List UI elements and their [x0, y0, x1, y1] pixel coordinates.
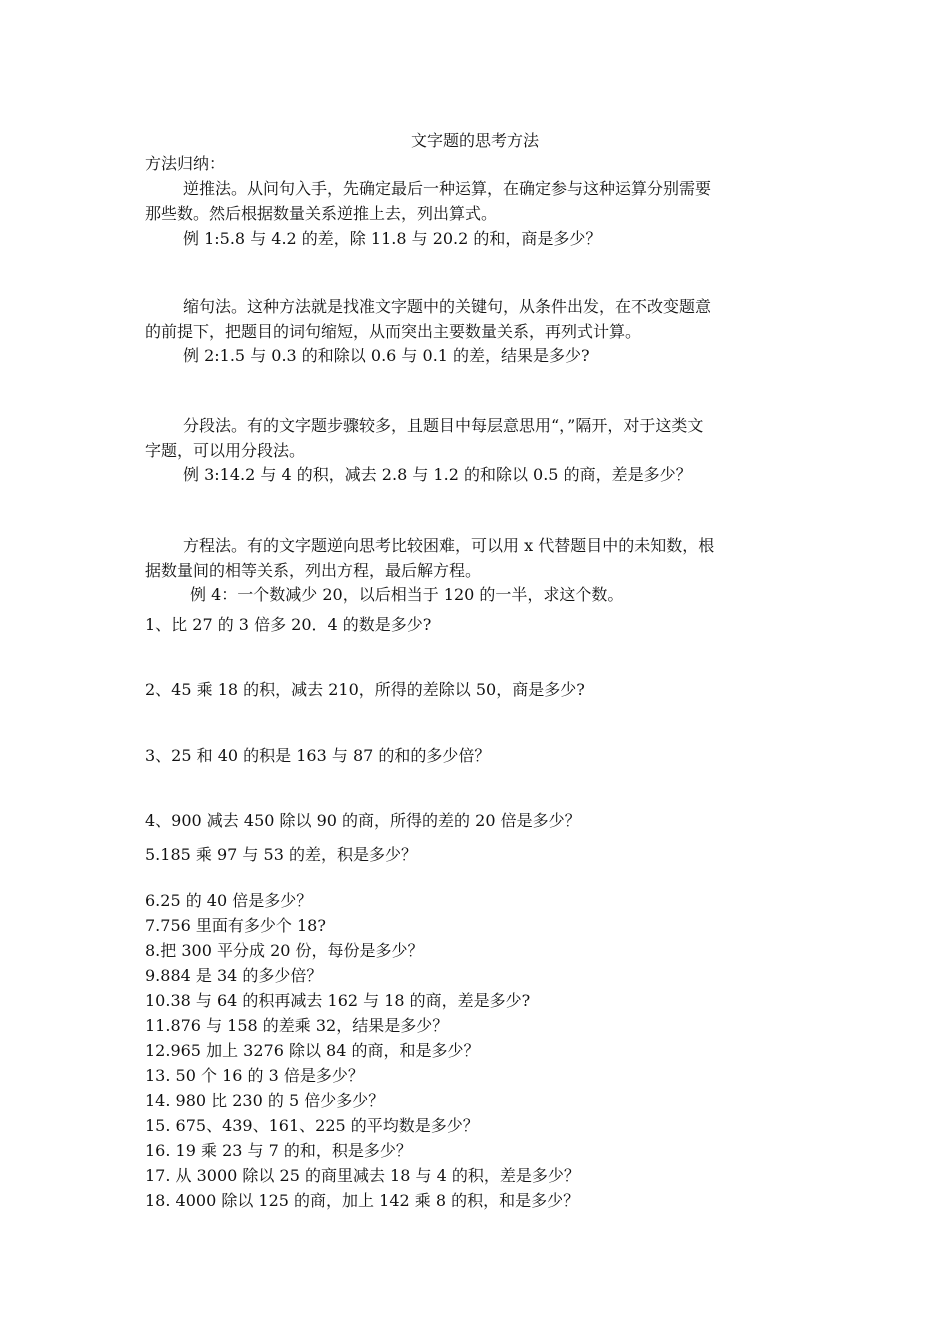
exercise-item: 16. 19 乘 23 与 7 的和，积是多少？ [145, 1141, 412, 1160]
method-text-line: 据数量间的相等关系，列出方程，最后解方程。 [145, 561, 482, 580]
intro-heading: 方法归纳： [145, 154, 226, 173]
method-text-line: 方程法。有的文字题逆向思考比较困难，可以用 x 代替题目中的未知数，根 [183, 536, 715, 555]
exercise-item: 7.756 里面有多少个 18? [145, 916, 326, 935]
method-example: 例 3:14.2 与 4 的积，减去 2.8 与 1.2 的和除以 0.5 的商，差是多少？ [183, 465, 692, 484]
method-text-line: 逆推法。从问句入手，先确定最后一种运算，在确定参与这种运算分别需要 [183, 179, 712, 198]
method-example: 例 4：一个数减少 20，以后相当于 120 的一半，求这个数。 [190, 585, 624, 604]
method-example: 例 2:1.5 与 0.3 的和除以 0.6 与 0.1 的差，结果是多少? [183, 346, 590, 365]
exercise-item: 2、45 乘 18 的积，减去 210，所得的差除以 50，商是多少? [145, 680, 585, 699]
exercise-item: 6.25 的 40 倍是多少？ [145, 891, 313, 910]
document-title: 文字题的思考方法 [410, 131, 539, 150]
exercise-item: 14. 980 比 230 的 5 倍少多少？ [145, 1091, 385, 1110]
exercise-item: 10.38 与 64 的积再减去 162 与 18 的商，差是多少? [145, 991, 531, 1010]
exercise-item: 17. 从 3000 除以 25 的商里减去 18 与 4 的积，差是多少？ [145, 1166, 580, 1185]
exercise-item: 9.884 是 34 的多少倍？ [145, 966, 323, 985]
method-text-line: 那些数。然后根据数量关系逆推上去，列出算式。 [145, 204, 498, 223]
exercise-item: 15. 675、439、161、225 的平均数是多少？ [145, 1116, 479, 1135]
method-text-line: 字题，可以用分段法。 [145, 441, 306, 460]
method-text-line: 的前提下，把题目的词句缩短，从而突出主要数量关系，再列式计算。 [145, 322, 642, 341]
exercise-item: 5.185 乘 97 与 53 的差，积是多少？ [145, 845, 417, 864]
method-text-line: 缩句法。这种方法就是找准文字题中的关键句，从条件出发，在不改变题意 [183, 297, 712, 316]
method-text-line: 分段法。有的文字题步骤较多，且题目中每层意思用“，”隔开，对于这类文 [183, 416, 704, 435]
method-example: 例 1:5.8 与 4.2 的差，除 11.8 与 20.2 的和，商是多少？ [183, 229, 602, 248]
exercise-item: 12.965 加上 3276 除以 84 的商，和是多少？ [145, 1041, 480, 1060]
exercise-item: 8.把 300 平分成 20 份，每份是多少？ [145, 941, 424, 960]
exercise-item: 11.876 与 158 的差乘 32，结果是多少？ [145, 1016, 449, 1035]
exercise-item: 13. 50 个 16 的 3 倍是多少？ [145, 1066, 364, 1085]
exercise-item: 3、25 和 40 的积是 163 与 87 的和的多少倍？ [145, 746, 491, 765]
exercise-item: 4、900 减去 450 除以 90 的商，所得的差的 20 倍是多少？ [145, 811, 581, 830]
exercise-item: 1、比 27 的 3 倍多 20．4 的数是多少? [145, 615, 432, 634]
exercise-item: 18. 4000 除以 125 的商，加上 142 乘 8 的积，和是多少？ [145, 1191, 580, 1210]
